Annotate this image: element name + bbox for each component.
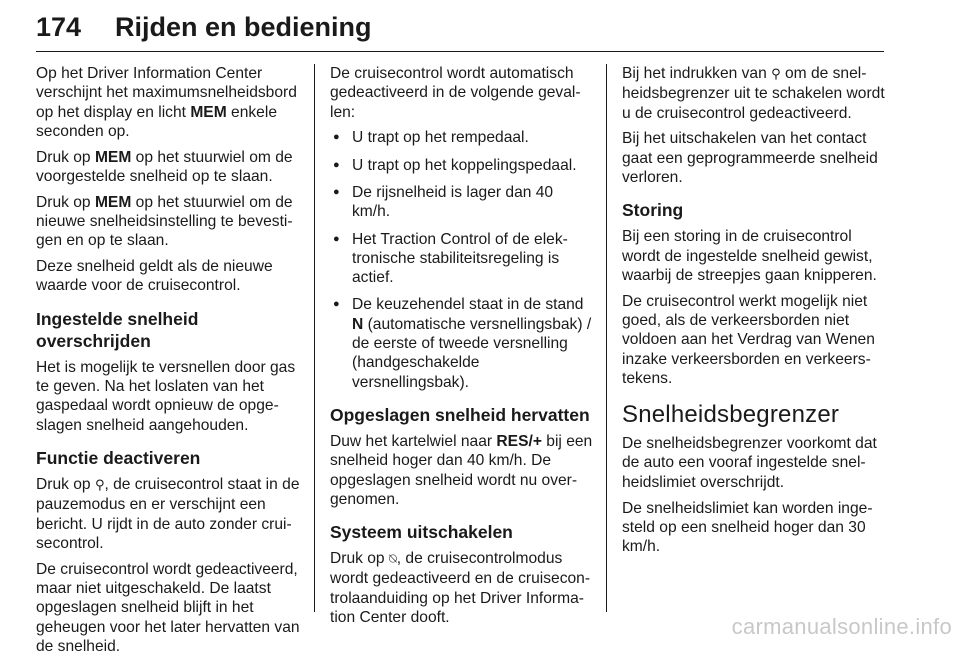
column-2 xyxy=(330,64,595,634)
list-item: ● U trapt op het koppelingspedaal. xyxy=(330,156,595,175)
paragraph: Op het Driver Information Center verschijnt het maximumsnelheidsbord op het display en licht MEM enkele seconden op. xyxy=(36,65,297,140)
paragraph: Bij het uitschakelen van het contact gaat een geprogrammeerde snelheid verloren. xyxy=(622,130,878,186)
paragraph: Druk op ⍉, de cruisecontrolmodus wordt gedeactiveerd en de cruisecontrolaanduiding op het Driver Information Center dooft. xyxy=(330,550,591,627)
cruise-off-icon: ⍉ xyxy=(388,552,397,568)
chapter-title: Rijden en bediening xyxy=(115,12,372,42)
speed-limiter-icon: ⚲ xyxy=(771,67,781,82)
list-item: ● U trapt op het rempedaal. xyxy=(330,128,595,147)
column-1 xyxy=(36,64,301,663)
paragraph: Bij een storing in de cruisecontrol wordt de ingestelde snelheid gewist, waarbij de streepjes gaan knipperen. xyxy=(622,228,877,284)
column-3 xyxy=(622,64,887,563)
paragraph: Bij het indrukken van ⚲ om de snelheidsbegrenzer uit te schakelen wordt u de cruisecontrol gedeactiveerd. xyxy=(622,65,885,122)
paragraph: Het is mogelijk te versnellen door gas te geven. Na het loslaten van het gaspedaal wordt opnieuw de opgeslagen snelheid aangehouden. xyxy=(36,358,296,434)
list-item: ● De keuzehendel staat in de stand N (automatische versnellingsbak) / de eerste of tweede versnelling (handgeschakelde versnellingsbak). xyxy=(330,295,595,391)
heading-system-off: Systeem uitschakelen xyxy=(330,522,513,543)
cruise-control-icon: ⚲ xyxy=(94,477,105,493)
list-item: ● De rijsnelheid is lager dan 40 km/h. xyxy=(330,183,595,222)
column-divider-2 xyxy=(606,64,607,612)
page-header xyxy=(36,8,884,48)
paragraph: Duw het kartelwiel naar RES/+ bij een snelheid hoger dan 40 km/h. De opgeslagen snelheid wordt nu overgenomen. xyxy=(330,432,593,508)
heading-override-speed: Ingestelde snelheid overschrijden xyxy=(36,308,199,351)
heading-fault: Storing xyxy=(622,200,684,221)
heading-resume-speed: Opgeslagen snelheid hervatten xyxy=(330,404,590,425)
paragraph: De cruisecontrol werkt mogelijk niet goed, als de verkeersborden niet voldoen aan het Verdrag van Wenen inzake verkeersborden en verkeerstekens. xyxy=(622,292,875,387)
page-number: 174 xyxy=(36,12,82,42)
paragraph: De cruisecontrol wordt gedeactiveerd, maar niet uitgeschakeld. De laatst opgeslagen snelheid blijft in het geheugen voor het later hervatten van de snelheid. xyxy=(36,560,300,655)
paragraph: Deze snelheid geldt als de nieuwe waarde voor de cruisecontrol. xyxy=(36,258,273,295)
bullet-list xyxy=(330,128,595,392)
list-item: ● Het Traction Control of de elektronische stabiliteitsregeling is actief. xyxy=(330,230,595,288)
paragraph: De snelheidsbegrenzer voorkomt dat de auto een vooraf ingestelde snelheidslimiet overschrijdt. xyxy=(622,435,877,491)
paragraph: Druk op ⚲, de cruisecontrol staat in de pauzemodus en er verschijnt een bericht. U rijdt in de auto zonder cruisecontrol. xyxy=(36,475,300,552)
header-divider xyxy=(36,51,884,52)
heading-deactivate: Functie deactiveren xyxy=(36,447,201,468)
heading-speed-limiter: Snelheidsbegrenzer xyxy=(622,401,840,429)
watermark: carmanualsonline.info xyxy=(731,614,952,639)
paragraph: Druk op MEM op het stuurwiel om de nieuwe snelheidsinstelling te bevestigen en op te slaan. xyxy=(36,193,293,250)
paragraph: Druk op MEM op het stuurwiel om de voorgestelde snelheid op te slaan. xyxy=(36,148,293,185)
column-divider-1 xyxy=(314,64,315,612)
paragraph: De snelheidslimiet kan worden ingesteld op een snelheid hoger dan 30 km/h. xyxy=(622,499,873,556)
paragraph: De cruisecontrol wordt automatisch gedeactiveerd in de volgende gevallen: xyxy=(330,65,581,121)
